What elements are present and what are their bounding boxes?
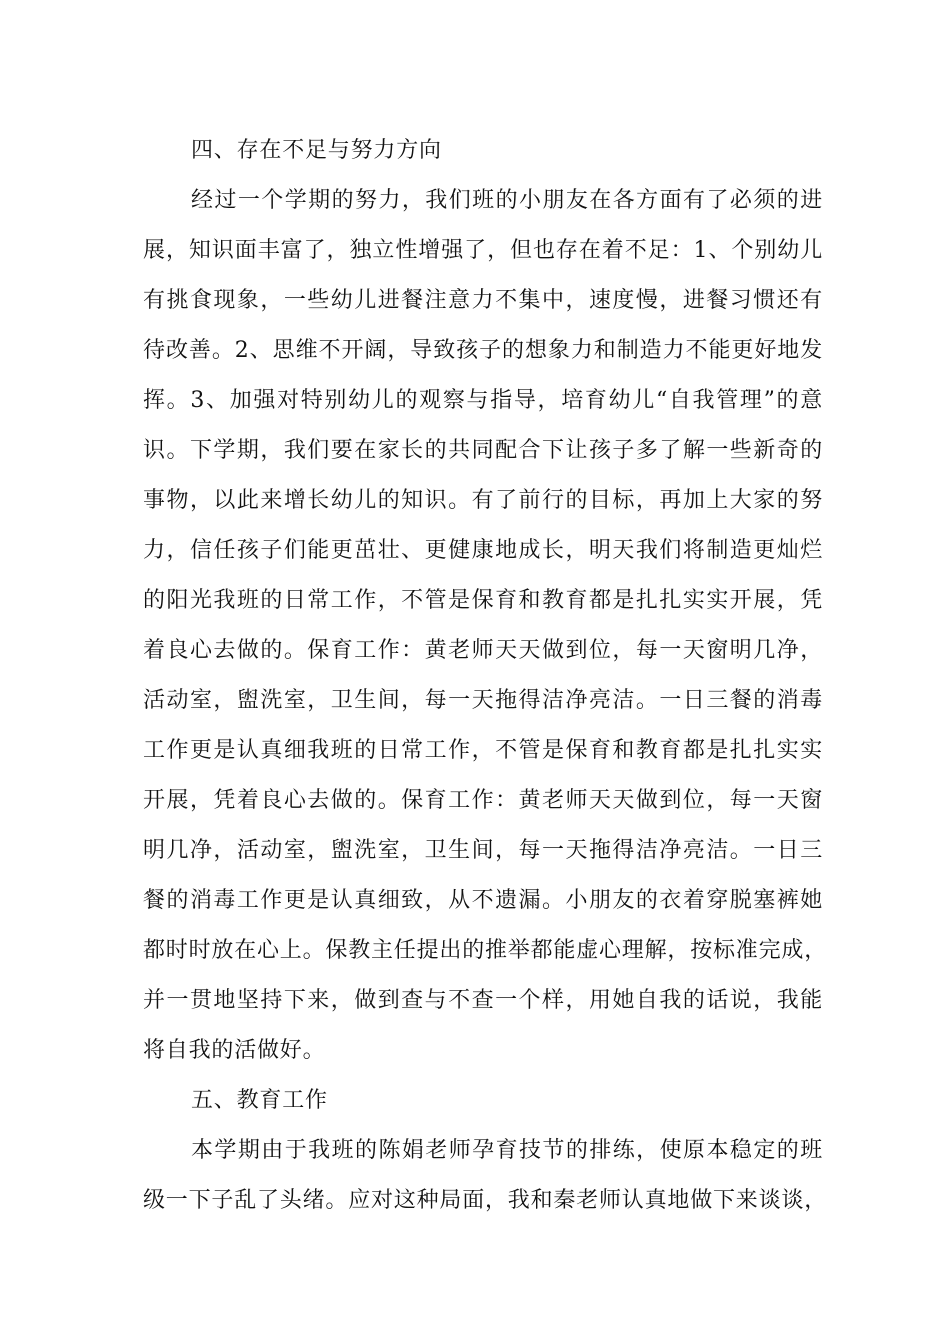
paragraph-line: 的阳光我班的日常工作，不管是保育和教育都是扎扎实实开展，凭 xyxy=(143,588,823,613)
paragraph-line: 挥。3、加强对特别幼儿的观察与指导，培育幼儿“自我管理”的意 xyxy=(143,388,823,413)
paragraph-line: 识。下学期，我们要在家长的共同配合下让孩子多了解一些新奇的 xyxy=(143,438,823,463)
paragraph-line-last: 将自我的活做好。 xyxy=(143,1038,326,1063)
paragraph-line: 着良心去做的。保育工作：黄老师天天做到位，每一天窗明几净， xyxy=(143,638,823,663)
paragraph-line: 明几净，活动室，盥洗室，卫生间，每一天拖得洁净亮洁。一日三 xyxy=(143,838,823,863)
paragraph-line: 级一下子乱了头绪。应对这种局面，我和秦老师认真地做下来谈谈， xyxy=(143,1188,828,1213)
paragraph-line: 事物，以此来增长幼儿的知识。有了前行的目标，再加上大家的努 xyxy=(143,488,823,513)
paragraph-line: 力，信任孩子们能更茁壮、更健康地成长，明天我们将制造更灿烂 xyxy=(143,538,823,563)
paragraph-line: 活动室，盥洗室，卫生间，每一天拖得洁净亮洁。一日三餐的消毒 xyxy=(143,688,823,713)
paragraph-line: 工作更是认真细我班的日常工作，不管是保育和教育都是扎扎实实 xyxy=(143,738,823,763)
paragraph-line: 经过一个学期的努力，我们班的小朋友在各方面有了必须的进 xyxy=(191,188,823,213)
paragraph-line: 本学期由于我班的陈娟老师孕育技节的排练，使原本稳定的班 xyxy=(191,1138,823,1163)
section-heading-4: 四、存在不足与努力方向 xyxy=(191,138,442,163)
paragraph-line: 有挑食现象，一些幼儿进餐注意力不集中，速度慢，进餐习惯还有 xyxy=(143,288,823,313)
section-heading-5: 五、教育工作 xyxy=(191,1088,328,1113)
paragraph-line: 开展，凭着良心去做的。保育工作：黄老师天天做到位，每一天窗 xyxy=(143,788,823,813)
paragraph-line: 餐的消毒工作更是认真细致，从不遗漏。小朋友的衣着穿脱塞裤她 xyxy=(143,888,823,913)
paragraph-line: 都时时放在心上。保教主任提出的推举都能虚心理解，按标准完成， xyxy=(143,938,828,963)
paragraph-line: 展，知识面丰富了，独立性增强了，但也存在着不足：1、个别幼儿 xyxy=(143,238,823,263)
paragraph-line: 待改善。2、思维不开阔，导致孩子的想象力和制造力不能更好地发 xyxy=(143,338,823,363)
paragraph-line: 并一贯地坚持下来，做到查与不查一个样，用她自我的话说，我能 xyxy=(143,988,823,1013)
